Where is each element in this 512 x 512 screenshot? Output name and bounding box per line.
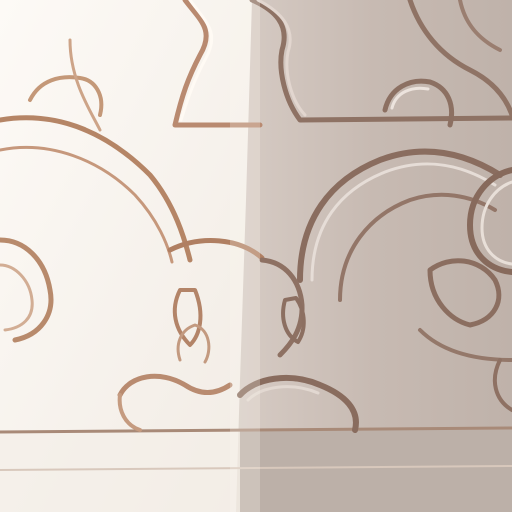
- boundary-glow: [230, 0, 260, 512]
- base-strip-shade: [240, 430, 512, 512]
